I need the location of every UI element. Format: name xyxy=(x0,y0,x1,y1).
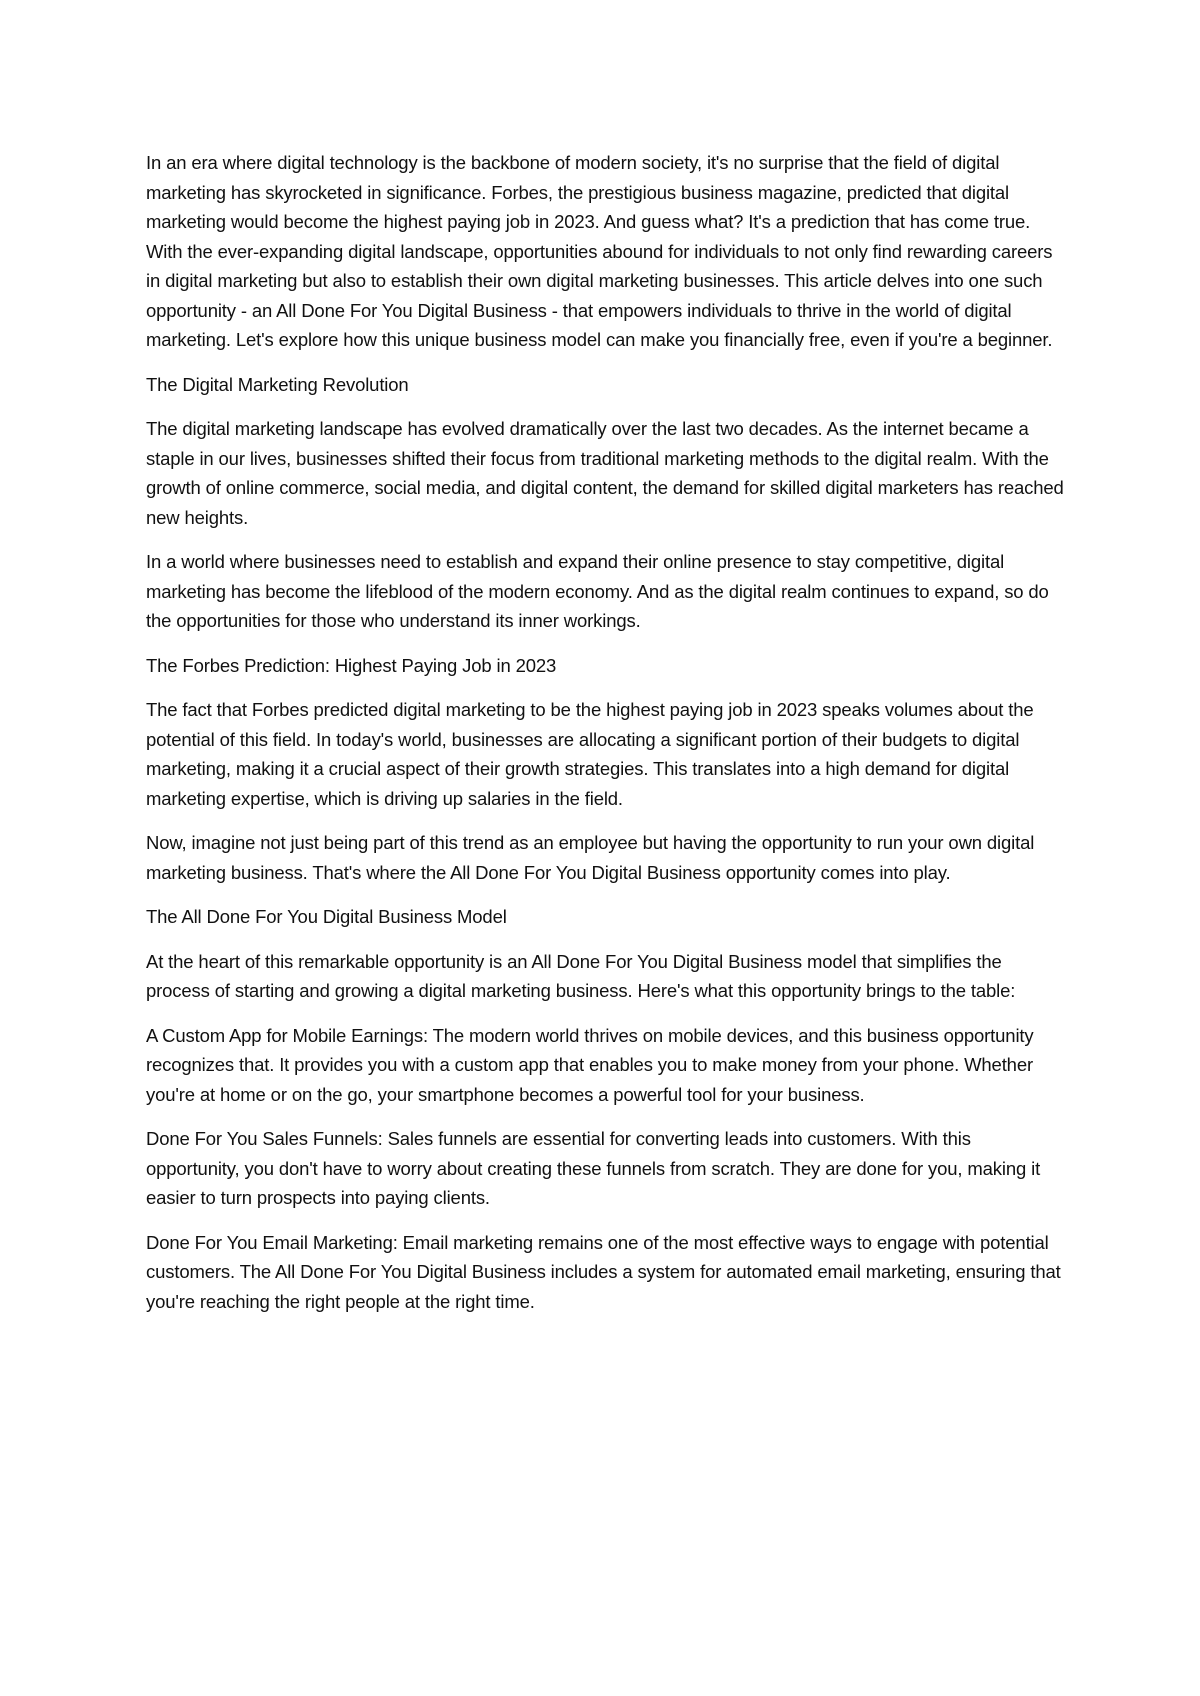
section-heading: The All Done For You Digital Business Model xyxy=(146,906,507,927)
feature-paragraph: A Custom App for Mobile Earnings: The modern world thrives on mobile devices, and this business opportunity recognizes that. It provides you with a custom app that enables you to make money from your phone. Whether you're at home or on the go, your smartphone becomes a powerful tool for your business. xyxy=(146,1024,1034,1105)
body-paragraph: The fact that Forbes predicted digital marketing to be the highest paying job in 2023 speaks volumes about the potential of this field. In today's world, businesses are allocating a significant portion of their budgets to digital marketing, making it a crucial aspect of their growth strategies. This translates into a high demand for digital marketing expertise, which is driving up salaries in the field. xyxy=(146,699,1034,809)
section-heading: The Digital Marketing Revolution xyxy=(146,373,409,395)
body-paragraph: Now, imagine not just being part of this trend as an employee but having the opportunity to run your own digital marketing business. That's where the All Done For You Digital Business opportunity comes into play. xyxy=(146,832,1035,883)
body-paragraph: At the heart of this remarkable opportunity is an All Done For You Digital Business model that simplifies the process of starting and growing a digital marketing business. Here's what this opportunity brings to the table: xyxy=(146,950,1016,1001)
body-paragraph: In a world where businesses need to establish and expand their online presence to stay competitive, digital marketing has become the lifeblood of the modern economy. And as the digital realm continues to expand, so do the opportunities for those who understand its inner workings. xyxy=(146,551,1049,631)
feature-paragraph: Done For You Email Marketing: Email marketing remains one of the most effective ways to engage with potential customers. The All Done For You Digital Business includes a system for automated email marketing, ensuring that you're reaching the right people at the right time. xyxy=(146,1231,1061,1312)
section-heading: The Forbes Prediction: Highest Paying Job in 2023 xyxy=(146,654,557,676)
document-page xyxy=(146,148,1064,1331)
body-paragraph: The digital marketing landscape has evolved dramatically over the last two decades. As the internet became a staple in our lives, businesses shifted their focus from traditional marketing methods to the digital realm. With the growth of online commerce, social media, and digital content, the demand for skilled digital marketers has reached new heights. xyxy=(146,418,1064,528)
feature-paragraph: Done For You Sales Funnels: Sales funnels are essential for converting leads into customers. With this opportunity, you don't have to worry about creating these funnels from scratch. They are done for you, making it easier to turn prospects into paying clients. xyxy=(146,1128,1041,1208)
intro-paragraph: In an era where digital technology is the backbone of modern society, it's no surprise that the field of digital marketing has skyrocketed in significance. Forbes, the prestigious business magazine, predicted that digital marketing would become the highest paying job in 2023. And guess what? It's a prediction that has come true. With the ever-expanding digital landscape, opportunities abound for individuals to not only find rewarding careers in digital marketing but also to establish their own digital marketing businesses. This article delves into one such opportunity - an All Done For You Digital Business - that empowers individuals to thrive in the world of digital marketing. Let's explore how this unique business model can make you financially free, even if you're a beginner. xyxy=(146,152,1053,350)
